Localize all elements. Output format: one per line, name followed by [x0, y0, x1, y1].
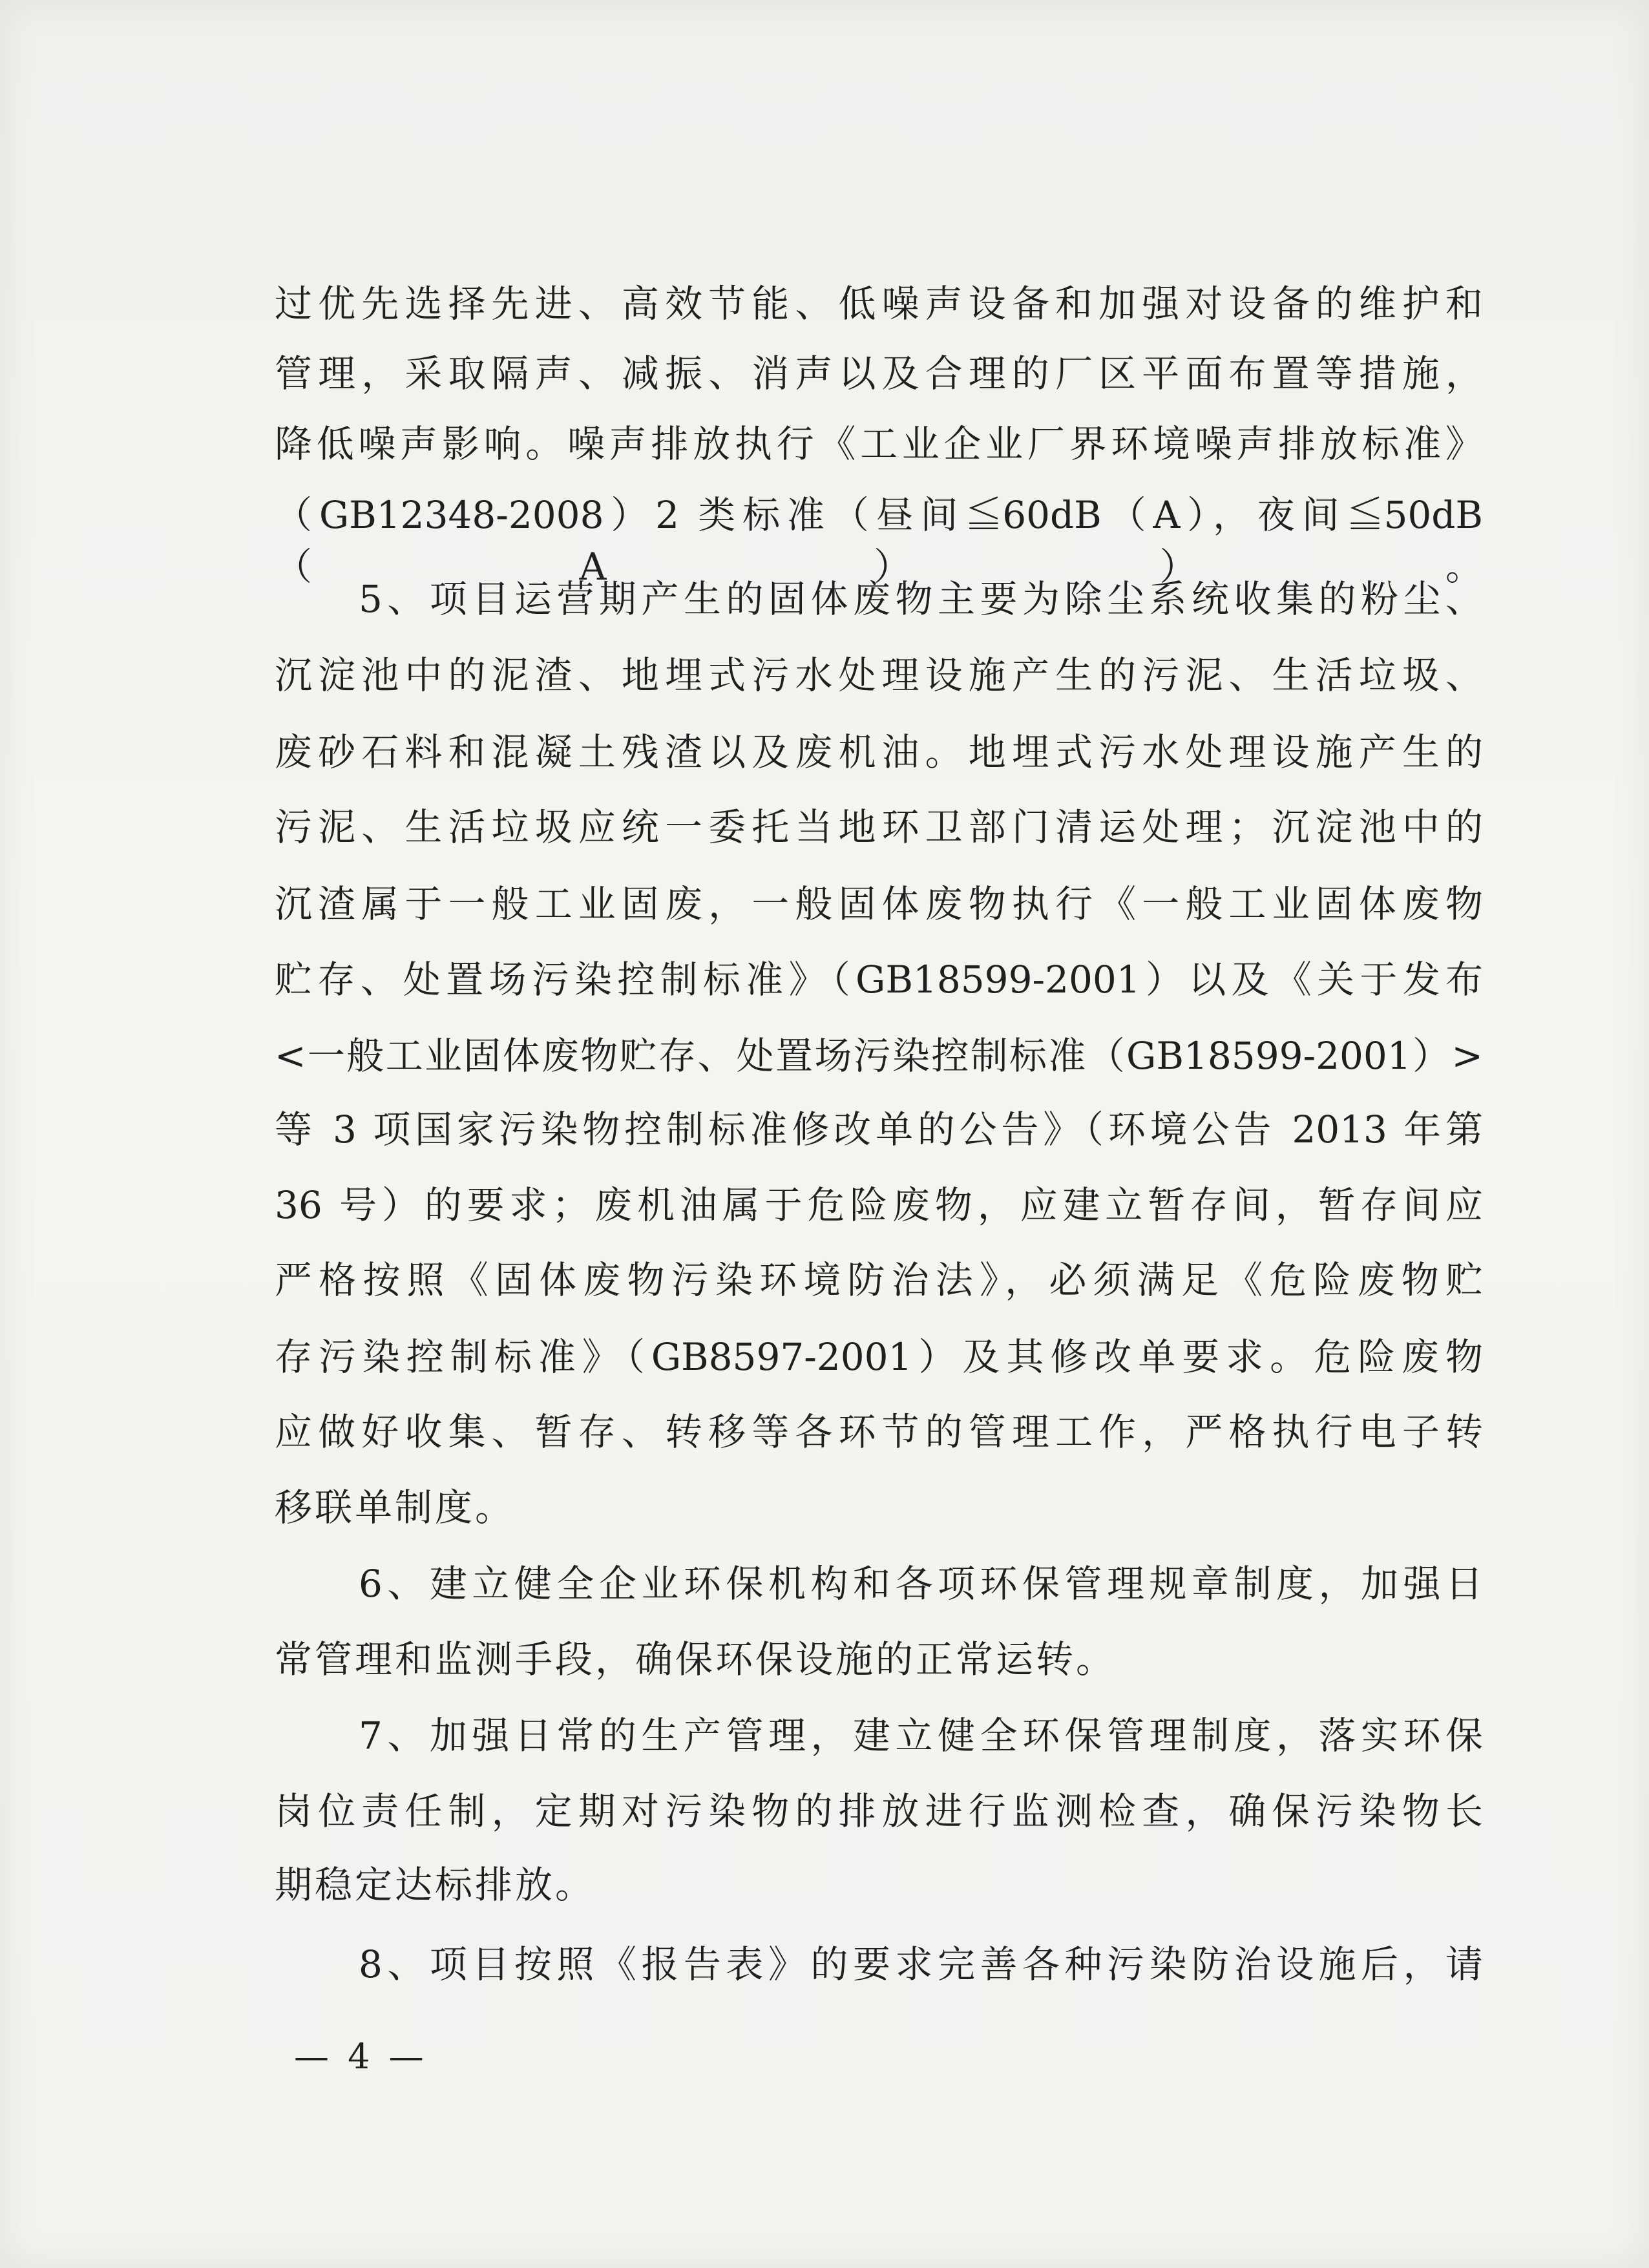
body-line: （GB12348-2008）2 类标准（昼间≦60dB（A），夜间≦50dB（A））。	[275, 493, 1483, 589]
page-number: — 4 —	[294, 2036, 428, 2077]
body-line: 移联单制度。	[275, 1486, 516, 1529]
body-line: <一般工业固体废物贮存、处置场污染控制标准（GB18599-2001）>	[275, 1034, 1483, 1078]
body-line: 沉渣属于一般工业固废，一般固体废物执行《一般工业固体废物	[275, 882, 1483, 926]
body-line: 常管理和监测手段，确保环保设施的正常运转。	[275, 1637, 1117, 1681]
body-line: 沉淀池中的泥渣、地埋式污水处理设施产生的污泥、生活垃圾、	[275, 653, 1483, 697]
body-line: 期稳定达标排放。	[275, 1863, 596, 1907]
body-line: 污泥、生活垃圾应统一委托当地环卫部门清运处理；沉淀池中的	[275, 805, 1483, 849]
paragraph-8-first-line: 8、项目按照《报告表》的要求完善各种污染防治设施后，请	[359, 1942, 1483, 1986]
paragraph-5-first-line: 5、项目运营期产生的固体废物主要为除尘系统收集的粉尘、	[359, 577, 1483, 621]
body-line: 36 号）的要求；废机油属于危险废物，应建立暂存间，暂存间应	[275, 1183, 1483, 1227]
body-line: 严格按照《固体废物污染环境防治法》，必须满足《危险废物贮	[275, 1258, 1483, 1302]
body-line: 贮存、处置场污染控制标准》（GB18599-2001）以及《关于发布	[275, 958, 1483, 1002]
body-line: 应做好收集、暂存、转移等各环节的管理工作，严格执行电子转	[275, 1410, 1483, 1454]
body-line: 岗位责任制，定期对污染物的排放进行监测检查，确保污染物长	[275, 1789, 1483, 1833]
body-line: 存污染控制标准》（GB8597-2001）及其修改单要求。危险废物	[275, 1335, 1483, 1379]
body-line: 废砂石料和混凝土残渣以及废机油。地埋式污水处理设施产生的	[275, 730, 1483, 774]
body-line: 等 3 项国家污染物控制标准修改单的公告》（环境公告 2013 年第	[275, 1108, 1483, 1151]
body-line: 管理，采取隔声、减振、消声以及合理的厂区平面布置等措施，	[275, 352, 1483, 395]
body-line: 降低噪声影响。噪声排放执行《工业企业厂界环境噪声排放标准》	[275, 422, 1483, 466]
paragraph-6-first-line: 6、建立健全企业环保机构和各项环保管理规章制度，加强日	[359, 1562, 1483, 1606]
paragraph-7-first-line: 7、加强日常的生产管理，建立健全环保管理制度，落实环保	[359, 1714, 1483, 1758]
body-line: 过优先选择先进、高效节能、低噪声设备和加强对设备的维护和	[275, 282, 1483, 326]
